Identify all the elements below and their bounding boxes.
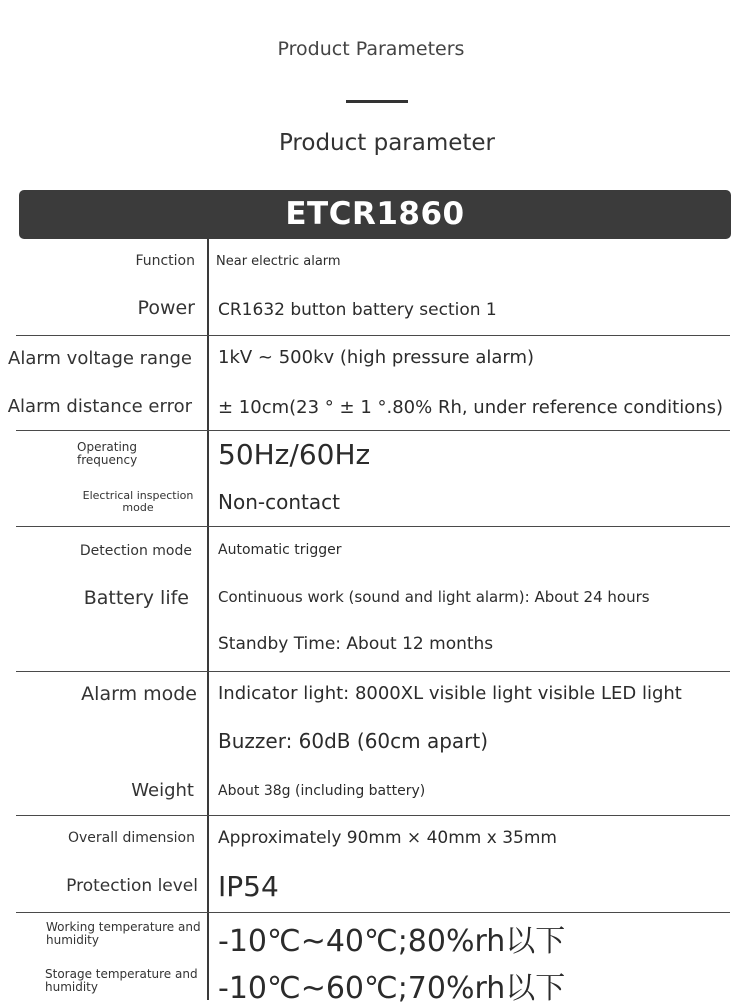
- heading-divider: [346, 100, 408, 103]
- param-label-alarm-voltage-range: Alarm voltage range: [8, 348, 192, 369]
- param-value-battery-life-standby: Standby Time: About 12 months: [218, 634, 494, 654]
- param-label-battery-life: Battery life: [83, 587, 189, 609]
- param-value-working-temperature-humidity: -10℃~40℃;80%rh以下: [218, 924, 566, 959]
- row-divider: [16, 335, 730, 336]
- row-divider: [16, 526, 730, 527]
- param-label-overall-dimension: Overall dimension: [67, 830, 195, 846]
- param-value-alarm-mode-buzzer: Buzzer: 60dB (60cm apart): [218, 729, 489, 753]
- param-value-detection-mode: Automatic trigger: [218, 542, 342, 558]
- param-label-protection-level: Protection level: [66, 876, 198, 896]
- row-divider: [16, 815, 730, 816]
- param-value-alarm-distance-error: ± 10cm(23 ° ± 1 °.80% Rh, under reference conditions): [218, 397, 724, 418]
- param-label-alarm-mode: Alarm mode: [81, 683, 197, 705]
- param-label-working-temperature-humidity: Working temperature and humidity: [46, 920, 201, 947]
- param-value-weight: About 38g (including battery): [218, 783, 426, 799]
- row-divider: [16, 912, 730, 913]
- param-label-electrical-inspection-mode: Electrical inspection mode: [82, 489, 194, 514]
- param-value-overall-dimension: Approximately 90mm × 40mm x 35mm: [218, 828, 557, 848]
- param-value-operating-frequency: 50Hz/60Hz: [218, 438, 371, 471]
- model-banner: ETCR1860: [19, 190, 731, 239]
- param-value-alarm-mode-indicator: Indicator light: 8000XL visible light visible LED light: [218, 683, 682, 704]
- param-value-power: CR1632 button battery section 1: [218, 300, 497, 320]
- param-label-function: Function: [135, 253, 195, 269]
- param-value-function: Near electric alarm: [216, 254, 341, 269]
- param-value-storage-temperature-humidity: -10℃~60℃;70%rh以下: [218, 971, 566, 1006]
- table-column-divider: [207, 239, 209, 1000]
- param-value-electrical-inspection-mode: Non-contact: [218, 490, 340, 514]
- param-label-operating-frequency: Operating frequency: [77, 440, 138, 467]
- param-value-protection-level: IP54: [218, 870, 279, 903]
- param-value-alarm-voltage-range: 1kV ~ 500kv (high pressure alarm): [218, 347, 535, 368]
- param-label-weight: Weight: [131, 780, 194, 801]
- row-divider: [16, 430, 730, 431]
- param-value-battery-life-continuous: Continuous work (sound and light alarm): About 24 hours: [218, 588, 650, 606]
- param-label-alarm-distance-error: Alarm distance error: [7, 396, 192, 417]
- param-label-storage-temperature-humidity: Storage temperature and humidity: [45, 967, 198, 994]
- row-divider: [16, 671, 730, 672]
- page-heading: Product Parameters: [277, 38, 465, 60]
- param-label-power: Power: [137, 297, 195, 319]
- param-label-detection-mode: Detection mode: [79, 543, 192, 559]
- section-title: Product parameter: [278, 130, 496, 156]
